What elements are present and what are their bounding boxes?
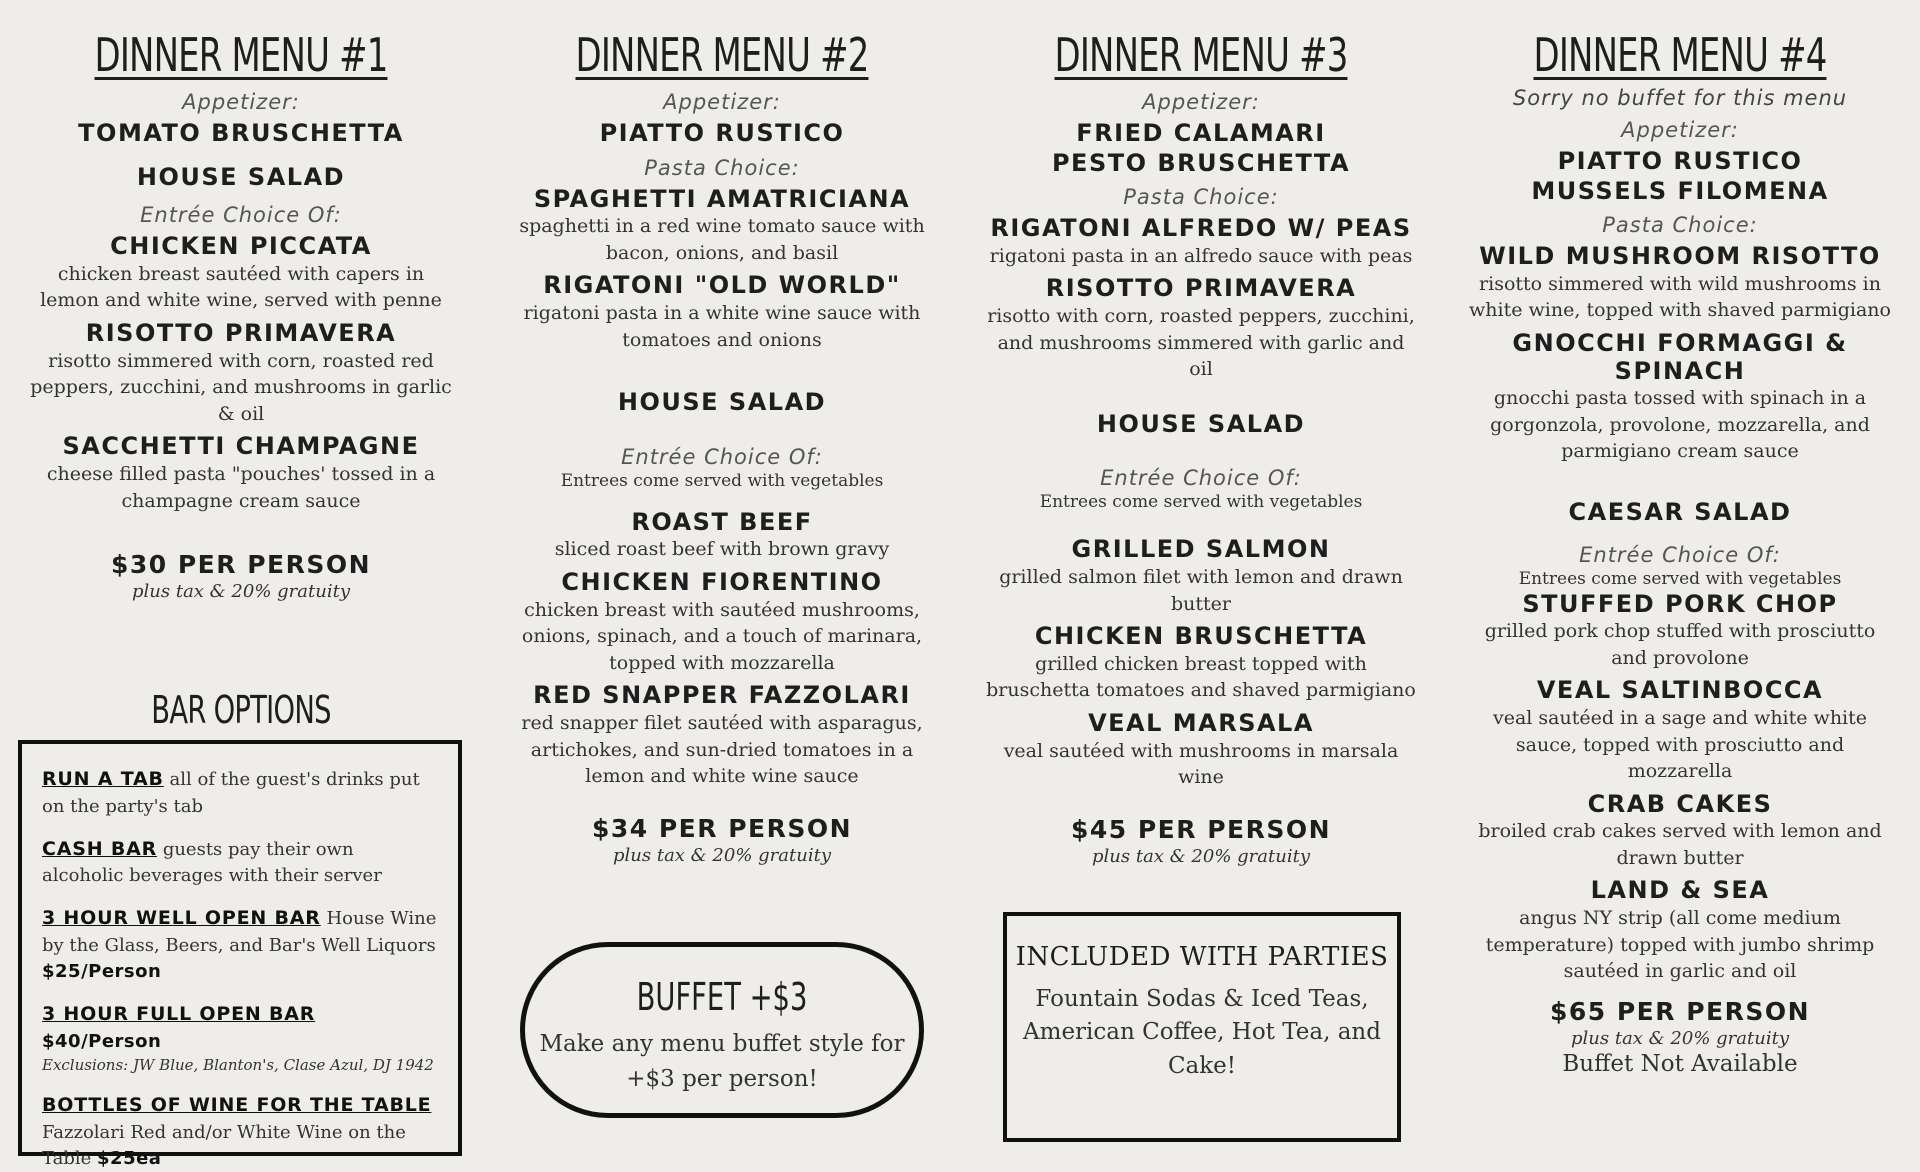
- bar-option-name: BOTTLES OF WINE FOR THE TABLE: [42, 1094, 432, 1117]
- pasta-desc: spaghetti in a red wine tomato sauce with bacon, onions, and basil: [519, 215, 925, 264]
- price: $34 PER PERSON: [591, 813, 853, 843]
- bar-option-text: Fazzolari Red and/or White Wine on the Table: [42, 1121, 406, 1170]
- entree-label: Entrée Choice Of:: [140, 203, 342, 228]
- bar-option-price: $25ea: [97, 1148, 162, 1170]
- dinner-menu-3: [976, 28, 1426, 867]
- menu-subtitle: Sorry no buffet for this menu: [1512, 86, 1848, 110]
- pasta-name: RISOTTO PRIMAVERA: [1045, 274, 1357, 303]
- entree-name: ROAST BEEF: [631, 507, 813, 536]
- entree-label: Entrée Choice Of:: [1100, 466, 1302, 491]
- entree-desc: chicken breast with sautéed mushrooms, onions, spinach, and a touch of marinara, topped with mozzarella: [521, 598, 923, 674]
- entree-note: Entrees come served with vegetables: [1039, 492, 1363, 513]
- entree-desc: veal sautéed in a sage and white white sauce, topped with prosciutto and mozzarella: [1492, 706, 1868, 783]
- tax-note: plus tax & 20% gratuity: [613, 844, 831, 866]
- pasta-label: Pasta Choice:: [1602, 213, 1758, 238]
- entree-desc: grilled pork chop stuffed with prosciutto and provolone: [1484, 620, 1876, 669]
- bar-option-exclusions: Exclusions: JW Blue, Blanton's, Clase Azul, DJ 1942: [42, 1055, 434, 1074]
- entree-desc: chicken breast sautéed with capers in lemon and white wine, served with penne: [40, 262, 442, 312]
- appetizer-item: TOMATO BRUSCHETTA: [78, 119, 404, 147]
- salad-item: HOUSE SALAD: [1096, 409, 1306, 438]
- entree-label: Entrée Choice Of:: [621, 444, 823, 469]
- entree-name: GRILLED SALMON: [1071, 535, 1331, 564]
- entree-desc: broiled crab cakes served with lemon and drawn butter: [1478, 820, 1882, 869]
- menu-title: DINNER MENU #4: [1533, 28, 1827, 82]
- salad-item: HOUSE SALAD: [136, 162, 346, 191]
- included-text: Fountain Sodas & Iced Teas, American Coffee, Hot Tea, and Cake!: [1023, 986, 1381, 1079]
- menu-title: DINNER MENU #3: [1054, 28, 1348, 82]
- entree-name: RISOTTO PRIMAVERA: [85, 318, 397, 347]
- pasta-label: Pasta Choice:: [1123, 185, 1279, 210]
- buffet-title: BUFFET +$3: [636, 975, 808, 1019]
- appetizer-label: Appetizer:: [182, 90, 300, 114]
- pasta-name: RIGATONI ALFREDO W/ PEAS: [990, 214, 1412, 243]
- bar-option: [42, 836, 438, 890]
- appetizer-item: PESTO BRUSCHETTA: [1051, 148, 1351, 177]
- pasta-name: SPAGHETTI AMATRICIANA: [533, 184, 911, 213]
- pasta-name: RIGATONI "OLD WORLD": [543, 271, 901, 300]
- price: $65 PER PERSON: [1549, 996, 1811, 1026]
- tax-note: plus tax & 20% gratuity: [1571, 1027, 1789, 1049]
- entree-name: VEAL MARSALA: [1088, 708, 1314, 737]
- entree-desc: risotto simmered with corn, roasted red peppers, zucchini, and mushrooms in garlic & oil: [30, 349, 452, 425]
- tax-note: plus tax & 20% gratuity: [132, 581, 350, 603]
- entree-name: STUFFED PORK CHOP: [1522, 589, 1838, 618]
- entree-note: Entrees come served with vegetables: [560, 470, 884, 491]
- appetizer-item: PIATTO RUSTICO: [599, 119, 845, 147]
- entree-name: VEAL SALTINBOCCA: [1536, 676, 1824, 705]
- pasta-name: GNOCCHI FORMAGGI & SPINACH: [1512, 328, 1848, 385]
- tax-note: plus tax & 20% gratuity: [1092, 845, 1310, 867]
- entree-desc: cheese filled pasta "pouches' tossed in a champagne cream sauce: [46, 462, 436, 512]
- bar-option-name: RUN A TAB: [42, 768, 164, 790]
- bar-option-name: 3 HOUR WELL OPEN BAR: [42, 907, 321, 930]
- entree-name: CHICKEN FIORENTINO: [561, 567, 883, 596]
- buffet-text: Make any menu buffet style for +$3 per person!: [539, 1031, 905, 1092]
- buffet-not-available: Buffet Not Available: [1562, 1050, 1798, 1077]
- dinner-menu-1: [16, 28, 466, 602]
- entree-name: CHICKEN PICCATA: [110, 232, 372, 261]
- menu-title: DINNER MENU #1: [94, 28, 388, 82]
- pasta-desc: gnocchi pasta tossed with spinach in a gorgonzola, provolone, mozzarella, and parmigiano cream sauce: [1490, 387, 1870, 463]
- price: $30 PER PERSON: [110, 550, 372, 580]
- entree-name: LAND & SEA: [1590, 876, 1770, 905]
- entree-desc: sliced roast beef with brown gravy: [554, 538, 890, 561]
- entree-name: SACCHETTI CHAMPAGNE: [62, 432, 420, 461]
- bar-option: [42, 1092, 438, 1172]
- bar-option: [42, 766, 438, 820]
- entree-desc: angus NY strip (all come medium temperature) topped with jumbo shrimp sautéed in garlic and oil: [1485, 907, 1875, 983]
- dinner-menu-2: [497, 28, 947, 866]
- bar-option: [42, 905, 438, 985]
- appetizer-item: PIATTO RUSTICO: [1557, 147, 1803, 175]
- pasta-label: Pasta Choice:: [644, 155, 800, 180]
- pasta-desc: risotto with corn, roasted peppers, zucchini, and mushrooms simmered with garlic and oil: [987, 304, 1415, 381]
- salad-item: HOUSE SALAD: [617, 388, 827, 417]
- bar-option-name: CASH BAR: [42, 837, 158, 860]
- bar-option-text: guests pay their own alcoholic beverages with their server: [42, 838, 382, 887]
- entree-desc: grilled chicken breast topped with bruschetta tomatoes and shaved parmigiano: [986, 652, 1416, 702]
- included-title: INCLUDED WITH PARTIES: [1015, 942, 1389, 972]
- pasta-name: WILD MUSHROOM RISOTTO: [1479, 242, 1881, 271]
- dinner-menu-4: [1455, 28, 1905, 1077]
- pasta-desc: rigatoni pasta in a white wine sauce with tomatoes and onions: [523, 301, 921, 351]
- appetizer-label: Appetizer:: [1142, 90, 1260, 114]
- appetizer-item: MUSSELS FILOMENA: [1531, 176, 1829, 205]
- bar-options-title: BAR OPTIONS: [151, 688, 331, 732]
- pasta-desc: rigatoni pasta in an alfredo sauce with peas: [989, 244, 1413, 267]
- bar-option-price: $25/Person: [42, 960, 162, 982]
- bar-option: [42, 1001, 438, 1076]
- entree-desc: red snapper filet sautéed with asparagus, artichokes, and sun-dried tomatoes in a lemon and white wine sauce: [521, 711, 923, 788]
- included-box: [1003, 912, 1401, 1142]
- bar-option-text: all of the guest's drinks put on the party's tab: [42, 769, 420, 817]
- bar-options-box: [18, 740, 462, 1170]
- entree-desc: grilled salmon filet with lemon and drawn butter: [999, 565, 1403, 615]
- menu-title: DINNER MENU #2: [575, 28, 869, 82]
- bar-option-text: House Wine by the Glass, Beers, and Bar's Well Liquors: [42, 908, 437, 956]
- buffet-box: [520, 942, 924, 1118]
- bar-option-name: 3 HOUR FULL OPEN BAR: [42, 1003, 316, 1026]
- entree-desc: veal sautéed with mushrooms in marsala wine: [1003, 739, 1399, 789]
- appetizer-item: FRIED CALAMARI: [1076, 119, 1326, 147]
- entree-name: RED SNAPPER FAZZOLARI: [533, 681, 911, 710]
- price: $45 PER PERSON: [1070, 814, 1332, 844]
- entree-name: CHICKEN BRUSCHETTA: [1034, 622, 1368, 651]
- appetizer-label: Appetizer:: [1621, 118, 1739, 142]
- bar-option-price: $40/Person: [42, 1030, 162, 1052]
- appetizer-label: Appetizer:: [663, 90, 781, 114]
- pasta-desc: risotto simmered with wild mushrooms in white wine, topped with shaved parmigiano: [1469, 272, 1891, 322]
- entree-label: Entrée Choice Of:: [1579, 542, 1781, 567]
- entree-note: Entrees come served with vegetables: [1518, 568, 1842, 589]
- entree-name: CRAB CAKES: [1587, 789, 1773, 818]
- salad-item: CAESAR SALAD: [1568, 497, 1792, 526]
